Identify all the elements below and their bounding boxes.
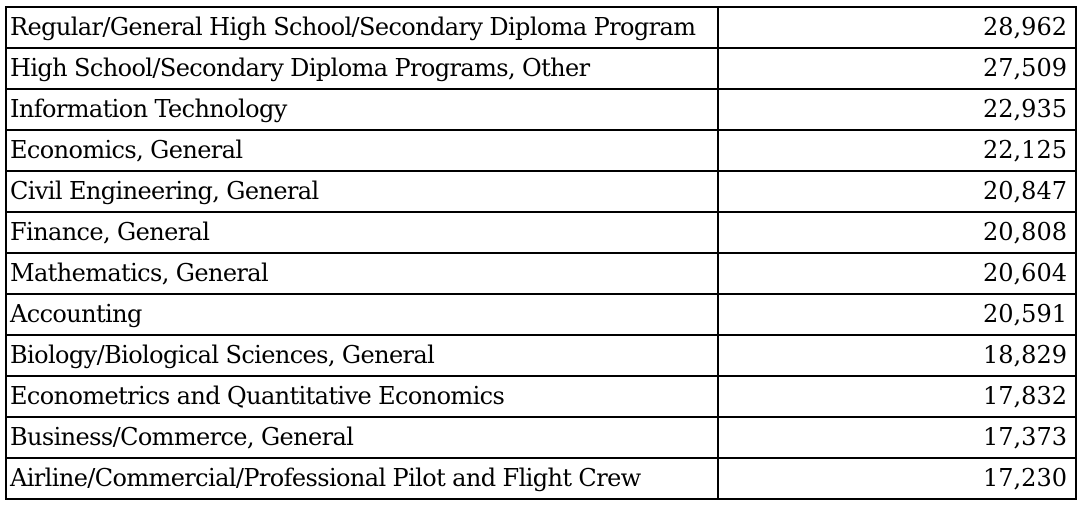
- program-value-cell: 20,847: [718, 171, 1076, 212]
- program-value-cell: 20,808: [718, 212, 1076, 253]
- program-name-cell: Accounting: [6, 294, 718, 335]
- table-row: [6, 253, 1076, 294]
- table-row: [6, 458, 1076, 499]
- program-value-cell: 22,125: [718, 130, 1076, 171]
- table-row: [6, 89, 1076, 130]
- program-value-cell: 18,829: [718, 335, 1076, 376]
- program-name-cell: Biology/Biological Sciences, General: [6, 335, 718, 376]
- program-name-cell: Information Technology: [6, 89, 718, 130]
- program-name-cell: Mathematics, General: [6, 253, 718, 294]
- program-value-cell: 22,935: [718, 89, 1076, 130]
- table-row: [6, 7, 1076, 48]
- data-table: [5, 6, 1077, 500]
- program-name-cell: High School/Secondary Diploma Programs, Other: [6, 48, 718, 89]
- table-row: [6, 48, 1076, 89]
- program-name-cell: Econometrics and Quantitative Economics: [6, 376, 718, 417]
- program-name-cell: Business/Commerce, General: [6, 417, 718, 458]
- program-value-cell: 20,604: [718, 253, 1076, 294]
- program-name-cell: Civil Engineering, General: [6, 171, 718, 212]
- program-value-cell: 17,230: [718, 458, 1076, 499]
- program-value-cell: 28,962: [718, 7, 1076, 48]
- program-name-cell: Economics, General: [6, 130, 718, 171]
- table-row: [6, 130, 1076, 171]
- program-value-cell: 20,591: [718, 294, 1076, 335]
- table-row: [6, 417, 1076, 458]
- program-value-cell: 17,832: [718, 376, 1076, 417]
- table-row: [6, 171, 1076, 212]
- table-row: [6, 294, 1076, 335]
- program-name-cell: Regular/General High School/Secondary Diploma Program: [6, 7, 718, 48]
- program-name-cell: Finance, General: [6, 212, 718, 253]
- table-row: [6, 335, 1076, 376]
- table-row: [6, 212, 1076, 253]
- program-name-cell: Airline/Commercial/Professional Pilot and Flight Crew: [6, 458, 718, 499]
- program-value-cell: 17,373: [718, 417, 1076, 458]
- program-value-cell: 27,509: [718, 48, 1076, 89]
- table-row: [6, 376, 1076, 417]
